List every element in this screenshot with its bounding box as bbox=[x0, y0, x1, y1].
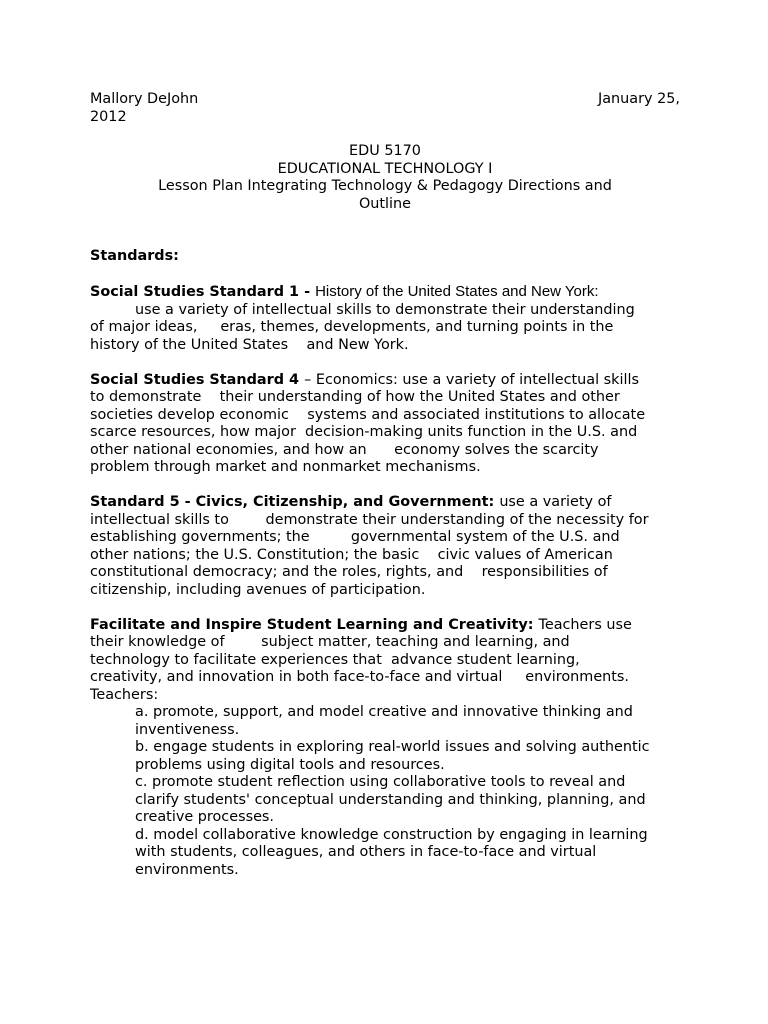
standard-1 bbox=[90, 283, 680, 354]
facilitate-line: their knowledge of subject matter, teaching and learning, and bbox=[90, 634, 570, 650]
standard-5-line: intellectual skills to demonstrate their understanding of the necessity for bbox=[90, 511, 649, 528]
standard-1-lead: History of the United States and New York: bbox=[315, 283, 599, 300]
facilitate-line: Teachers: bbox=[90, 686, 159, 703]
list-item-line: creative processes. bbox=[135, 809, 274, 825]
standard-1-label: Social Studies Standard 1 - bbox=[90, 284, 316, 300]
standard-4-line: societies develop economic systems and associated institutions to allocate bbox=[90, 406, 646, 423]
standard-1-line: of major ideas, eras, themes, developments, and turning points in the bbox=[90, 319, 614, 335]
list-item bbox=[135, 704, 680, 739]
list-item-line: clarify students' conceptual understanding and thinking, planning, and bbox=[135, 791, 646, 808]
list-item bbox=[135, 827, 680, 880]
author-name: Mallory DeJohn bbox=[90, 91, 199, 107]
standard-4 bbox=[90, 372, 680, 477]
list-item-line: b. engage students in exploring real-world issues and solving authentic bbox=[135, 739, 650, 755]
list-item-line: d. model collaborative knowledge construction by engaging in learning bbox=[135, 826, 648, 843]
standard-1-line: history of the United States and New York. bbox=[90, 336, 409, 353]
standard-4-label: Social Studies Standard 4 bbox=[90, 371, 305, 388]
list-item-line: c. promote student reflection using collaborative tools to reveal and bbox=[135, 774, 626, 790]
standard-4-line: scarce resources, how major decision-making units function in the U.S. and bbox=[90, 424, 638, 440]
standard-facilitate bbox=[90, 617, 680, 880]
standard-1-line: use a variety of intellectual skills to demonstrate their understanding bbox=[135, 301, 635, 318]
list-item-line: inventiveness. bbox=[135, 721, 240, 738]
document-page bbox=[90, 91, 680, 879]
facilitate-label: Facilitate and Inspire Student Learning and Creativity: bbox=[90, 616, 539, 633]
facilitate-line: technology to facilitate experiences that advance student learning, bbox=[90, 651, 580, 668]
header-row bbox=[90, 91, 680, 109]
list-item-line: a. promote, support, and model creative and innovative thinking and bbox=[135, 704, 633, 720]
list-item-line: environments. bbox=[135, 861, 239, 878]
standard-5-line: citizenship, including avenues of participation. bbox=[90, 581, 426, 598]
date-part2: 2012 bbox=[90, 108, 127, 125]
standard-5-line: other nations; the U.S. Constitution; the basic civic values of American bbox=[90, 546, 613, 563]
standard-4-line: other national economies, and how an economy solves the scarcity bbox=[90, 441, 599, 458]
facilitate-lead: Teachers use bbox=[538, 616, 632, 633]
lesson-title-line1: Lesson Plan Integrating Technology & Pedagogy Directions and bbox=[158, 178, 612, 194]
list-item bbox=[135, 774, 680, 827]
standard-5-line: constitutional democracy; and the roles, rights, and responsibilities of bbox=[90, 564, 608, 580]
standard-4-line: to demonstrate their understanding of how the United States and other bbox=[90, 389, 620, 405]
list-item-line: with students, colleagues, and others in face-to-face and virtual bbox=[135, 844, 597, 860]
standard-5 bbox=[90, 494, 680, 599]
list-item-line: problems using digital tools and resources. bbox=[135, 756, 445, 773]
standard-5-lead: use a variety of bbox=[499, 494, 612, 510]
date-part1: January 25, bbox=[597, 91, 680, 107]
standard-5-line: establishing governments; the governmental system of the U.S. and bbox=[90, 529, 620, 545]
standard-4-lead: – Economics: use a variety of intellectual skills bbox=[304, 371, 640, 388]
title-block bbox=[90, 143, 680, 213]
course-code: EDU 5170 bbox=[349, 143, 421, 159]
standards-heading: Standards: bbox=[90, 248, 179, 264]
lesson-title-line2: Outline bbox=[358, 195, 412, 212]
list-item bbox=[135, 739, 680, 774]
standard-5-label: Standard 5 - Civics, Citizenship, and Government: bbox=[90, 494, 500, 510]
teacher-items-list bbox=[90, 704, 680, 879]
course-name: EDUCATIONAL TECHNOLOGY I bbox=[277, 160, 493, 177]
standard-4-line: problem through market and nonmarket mechanisms. bbox=[90, 459, 481, 475]
facilitate-line: creativity, and innovation in both face-to-face and virtual environments. bbox=[90, 669, 630, 685]
